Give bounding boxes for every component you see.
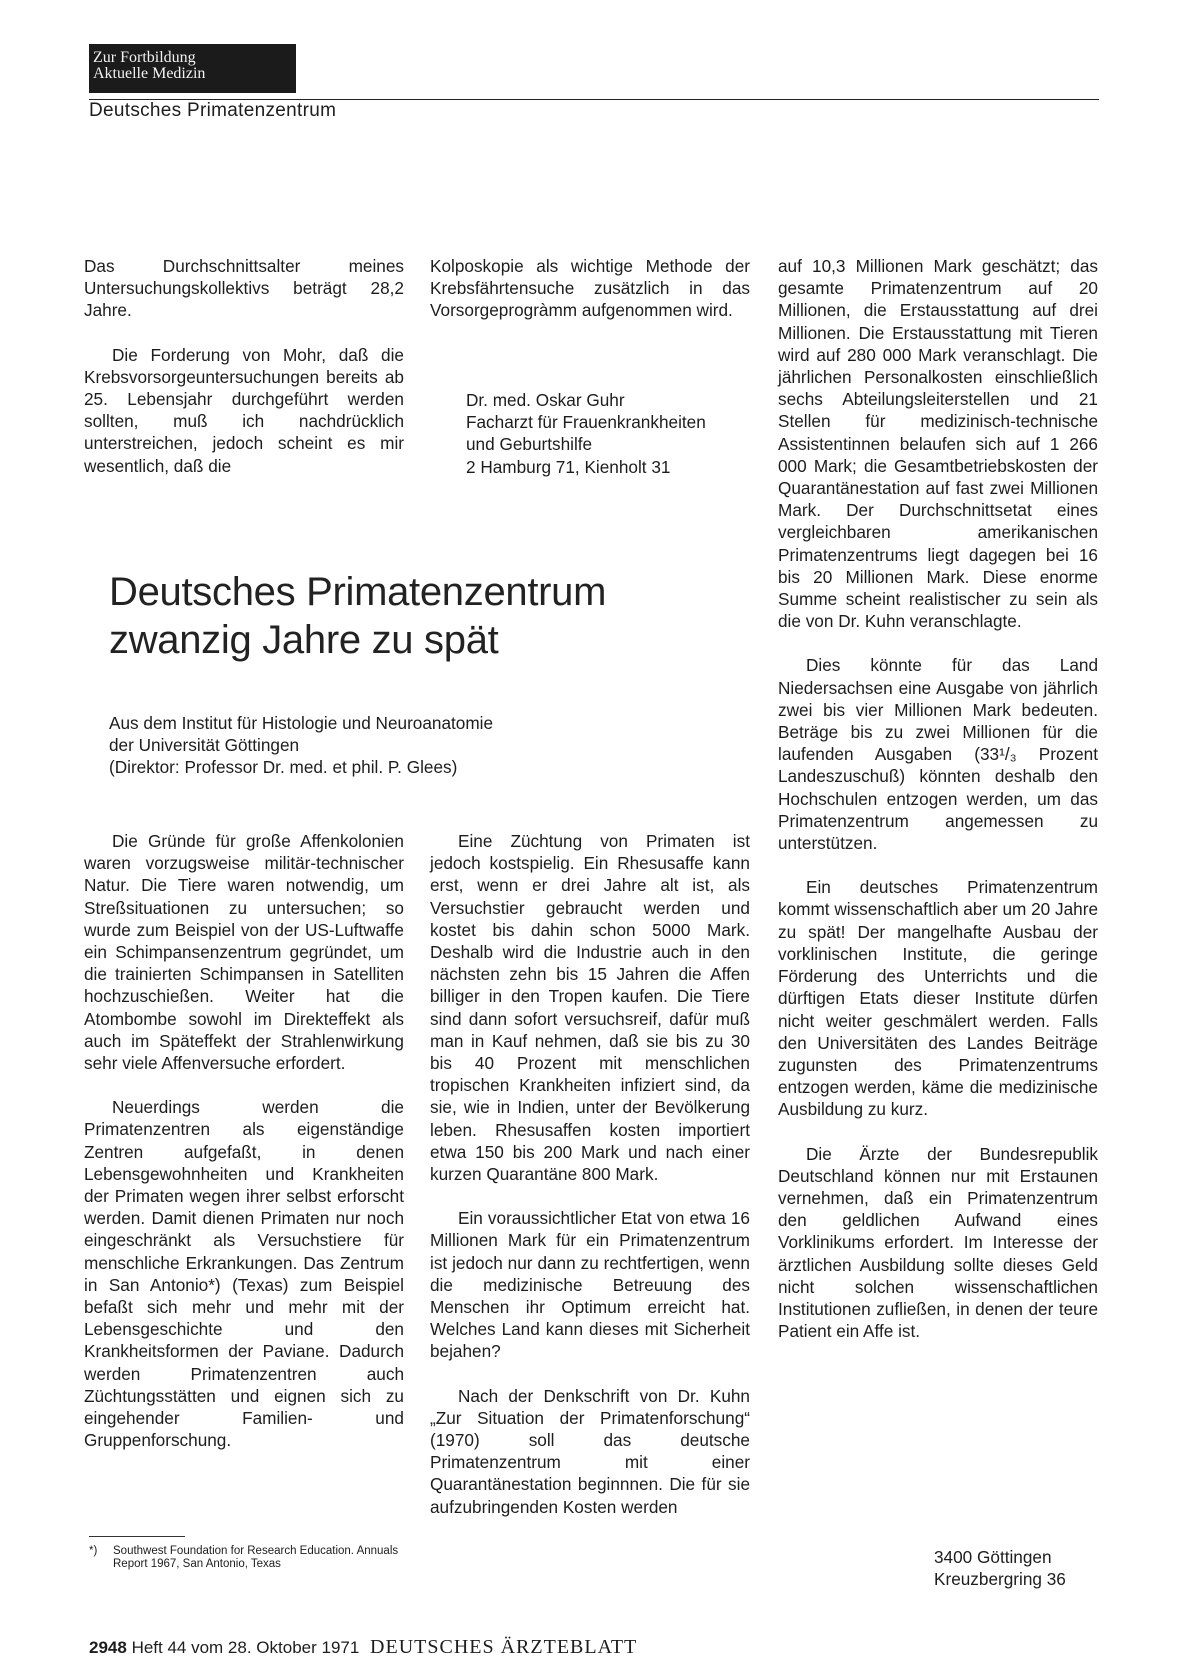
institute-affiliation <box>109 712 493 778</box>
banner-line-2: Aktuelle Medizin <box>93 65 206 82</box>
author-name: Dr. med. Oskar Guhr <box>466 390 625 410</box>
paragraph: Kolposkopie als wichtige Methode der Krebsfährtensuche zusätzlich in das Vorsorgeprogràmm aufgenommen wird. <box>430 256 750 321</box>
paragraph: Die Forderung von Mohr, daß die Krebsvorsorgeuntersuchungen bereits ab 25. Lebensjahr durchgeführt werden sollten, muß ich nachdrücklich unterstreichen, jedoch scheint es mir wesentlich, daß die <box>84 344 404 476</box>
magazine-name: DEUTSCHES ÄRZTEBLATT <box>370 1636 638 1658</box>
article-col-3 <box>778 255 1098 1364</box>
prev-article-col-2 <box>430 255 750 344</box>
paragraph: Ein voraussichtlicher Etat von etwa 16 Millionen Mark für ein Primatenzentrum ist jedoch nur dann zu rechtfertigen, wenn die medizinische Betreuung des Menschen ihr Optimum erreicht hat. Welches Land kann dieses mit Sicherheit bejahen? <box>430 1208 750 1362</box>
section-title: Deutsches Primatenzentrum <box>89 100 337 121</box>
prev-author-block <box>466 389 706 478</box>
paragraph: Neuerdings werden die Primatenzentren als eigenständige Zentren aufgefaßt, in denen Lebensgewohnheiten und Krankheiten der Primaten wegen ihrer selbst erforscht werden. Damit dienen Primaten nur noch eingeschränkt als Versuchstiere für menschliche Erkrankungen. Das Zentrum in San Antonio*) (Texas) zum Beispiel befaßt sich mehr und mehr mit der Lebensgeschichte und den Krankheitsformen der Paviane. Dadurch werden Primatenzentren auch Züchtungsstätten und eignen sich zu eingehender Familien- und Gruppenforschung. <box>84 1097 404 1451</box>
paragraph: Ein deutsches Primatenzentrum kommt wissenschaftlich aber um 20 Jahre zu spät! Der mangelhafte Ausbau der vorklinischen Institute, die geringe Förderung des Unterrichts und die dürftigen Etats dieser Institute dürfen nicht weiter geschmälert werden. Falls den Universitäten des Landes Beiträge zugunsten des Primatenzentrums entzogen werden, käme die medizinische Ausbildung zu kurz. <box>778 877 1099 1120</box>
institute-line-3: (Direktor: Professor Dr. med. et phil. P. Glees) <box>109 757 458 777</box>
paragraph: Nach der Denkschrift von Dr. Kuhn „Zur Situation der Primatenforschung“ (1970) soll das deutsche Primatenzentrum mit einer Quarantänestation beginnnen. Die für sie aufzubringenden Kosten werden <box>430 1385 750 1517</box>
section-banner <box>89 44 296 93</box>
institute-line-1: Aus dem Institut für Histologie und Neuroanatomie <box>109 713 494 733</box>
article-col-2 <box>430 830 750 1540</box>
author-title: Facharzt für Frauenkrankheiten <box>466 412 706 433</box>
footnote-rule <box>89 1536 185 1537</box>
article-col-1 <box>84 830 404 1473</box>
footnote-marker: *) <box>89 1545 98 1557</box>
author-address: 2 Hamburg 71, Kienholt 31 <box>466 456 671 477</box>
paragraph: Eine Züchtung von Primaten ist jedoch kostspielig. Ein Rhesusaffe kann erst, wenn er drei Jahre alt ist, als Versuchstier gebraucht werden und kostet bis dahin schon 5000 Mark. Deshalb wird die Industrie auch in den nächsten zehn bis 15 Jahren die Affen billiger in den Tropen kaufen. Die Tiere sind dann sofort versuchsreif, dafür muß man in Kauf nehmen, daß sie bis zu 30 bis 40 Prozent mit menschlichen tropischen Krankheiten infiziert sind, da sie, wie in Indien, unter der Bevölkerung leben. Rhesusaffen kosten importiert etwa 150 bis 200 Mark und nach einer kurzen Quarantäne 800 Mark. <box>430 831 750 1185</box>
page-footer <box>89 1636 637 1659</box>
banner-line-1: Zur Fortbildung <box>93 49 196 66</box>
paragraph: auf 10,3 Millionen Mark geschätzt; das gesamte Primatenzentrum auf 20 Millionen, die Erstausstattung auf drei Millionen. Die Erstausstattung mit Tieren wird auf 280 000 Mark veranschlagt. Die jährlichen Personalkosten einschließlich sechs Abteilungsleiterstellen und 21 Stellen für medizinisch-technische Assistentinnen belaufen sich auf 1 266 000 Mark; die Gesamtbetriebskosten der Quarantänestation auf fast zwei Millionen Mark. Der Durchschnittsetat eines vergleichbaren amerikanischen Primatenzentrums liegt dagegen bei 16 bis 20 Millionen Mark. Diese enorme Summe scheint realistischer zu sein als die von Dr. Kuhn veranschlagte. <box>778 256 1098 632</box>
institute-line-2: der Universität Göttingen <box>109 735 300 755</box>
author-title-2: und Geburtshilfe <box>466 434 593 455</box>
footnote-text: Southwest Foundation for Research Education. Annuals Report 1967, San Antonio, Texas <box>113 1545 399 1570</box>
address-line-1: 3400 Göttingen <box>934 1547 1052 1567</box>
title-line-1: Deutsches Primatenzentrum <box>109 570 607 614</box>
paragraph: Das Durchschnittsalter meines Untersuchungskollektivs beträgt 28,2 Jahre. <box>84 256 404 321</box>
footnote <box>89 1545 411 1571</box>
author-address-block <box>934 1546 1066 1590</box>
article-title <box>109 568 606 664</box>
address-line-2: Kreuzbergring 36 <box>934 1569 1066 1590</box>
issue-info: Heft 44 vom 28. Oktober 1971 <box>131 1638 360 1657</box>
paragraph: Die Ärzte der Bundesrepublik Deutschland können nur mit Erstaunen vernehmen, daß ein Primatenzentrum den geldlichen Aufwand eines Vorklinikums erfordert. Im Interesse der ärztlichen Ausbildung sollte dieses Geld nicht solchen wissenschaftlichen Institutionen zufließen, in denen der teure Patient ein Affe ist. <box>778 1143 1098 1342</box>
page-number: 2948 <box>89 1638 127 1657</box>
title-line-2: zwanzig Jahre zu spät <box>109 618 499 662</box>
paragraph: Die Gründe für große Affenkolonien waren vorzugsweise militär-technischer Natur. Die Tiere waren notwendig, um Streßsituationen zu untersuchen; so wurde zum Beispiel von der US-Luftwaffe ein Schimpansenzentrum gegründet, um die trainierten Schimpansen in Satelliten hochzuschießen. Weiter hat die Atombombe sowohl im Direkteffekt als auch im Späteffekt der Strahlenwirkung sehr viele Affenversuche erfordert. <box>84 831 404 1074</box>
paragraph: Dies könnte für das Land Niedersachsen eine Ausgabe von jährlich zwei bis vier Millionen Mark bedeuten. Beträge bis zu zwei Millionen für die laufenden Ausgaben (33¹/₃ Prozent Landeszuschuß) könnten deshalb den Hochschulen entzogen werden, um das Primatenzentrum angemessen zu unterstützen. <box>778 655 1098 854</box>
prev-article-col-1 <box>84 255 404 499</box>
